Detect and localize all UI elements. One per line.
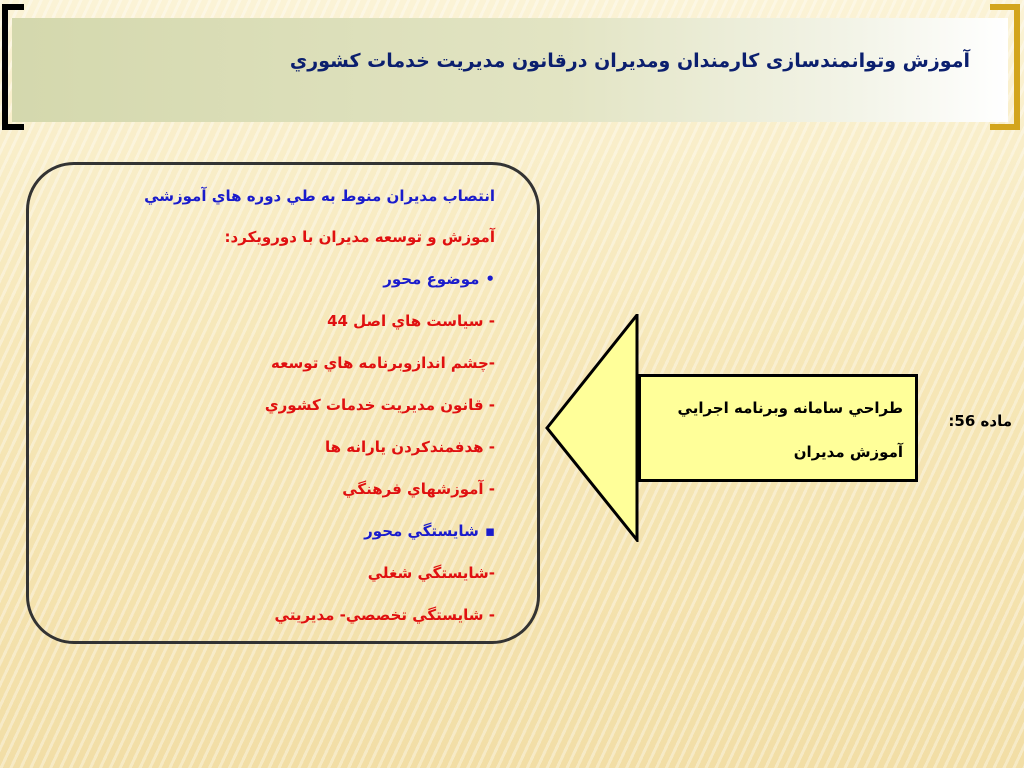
panel-line (55, 354, 495, 396)
panel-line-text: - قانون مديريت خدمات كشوري (264, 396, 495, 414)
panel-line (55, 480, 495, 522)
panel-line-text: آموزش و توسعه مديران با دورويكرد: (224, 228, 495, 246)
panel-line (55, 270, 495, 312)
panel-line-text: انتصاب مديران منوط به طي دوره هاي آموزشي (144, 187, 495, 205)
callout-line-1: طراحي سامانه وبرنامه اجرايي (677, 399, 903, 417)
slide-title: آموزش وتوانمندسازی کارمندان ومدیران درقانون مدیریت خدمات کشوري (289, 50, 970, 72)
panel-line-text: - سياست هاي اصل 44 (327, 312, 495, 330)
panel-line (55, 438, 495, 480)
callout-box (638, 374, 918, 482)
panel-line-text: - هدفمندكردن يارانه ها (325, 438, 495, 456)
right-bracket-decoration (990, 4, 1020, 130)
bullet-marker: • (485, 270, 495, 288)
bullet-marker: ▪ (484, 522, 495, 540)
panel-line-text: شايستگي محور (364, 522, 479, 540)
panel-line (55, 187, 495, 228)
article-label: ماده 56: (948, 412, 1012, 430)
callout-line-2: آموزش مديران (793, 443, 903, 461)
panel-line-text: - شايستگي تخصصي- مديريتي (274, 606, 495, 624)
content-panel (26, 162, 540, 644)
panel-line (55, 228, 495, 270)
panel-line-text: موضوع محور (383, 270, 480, 288)
panel-line (55, 396, 495, 438)
left-arrow-icon (545, 314, 639, 542)
panel-line-text: -شايستگي شغلي (367, 564, 495, 582)
panel-line-text: -چشم اندازوبرنامه هاي توسعه (270, 354, 495, 372)
panel-lines (55, 187, 495, 648)
panel-line (55, 564, 495, 606)
left-bracket-decoration (2, 4, 24, 130)
panel-line (55, 606, 495, 648)
panel-line-text: - آموزشهاي فرهنگي (342, 480, 495, 498)
panel-line (55, 312, 495, 354)
panel-line (55, 522, 495, 564)
